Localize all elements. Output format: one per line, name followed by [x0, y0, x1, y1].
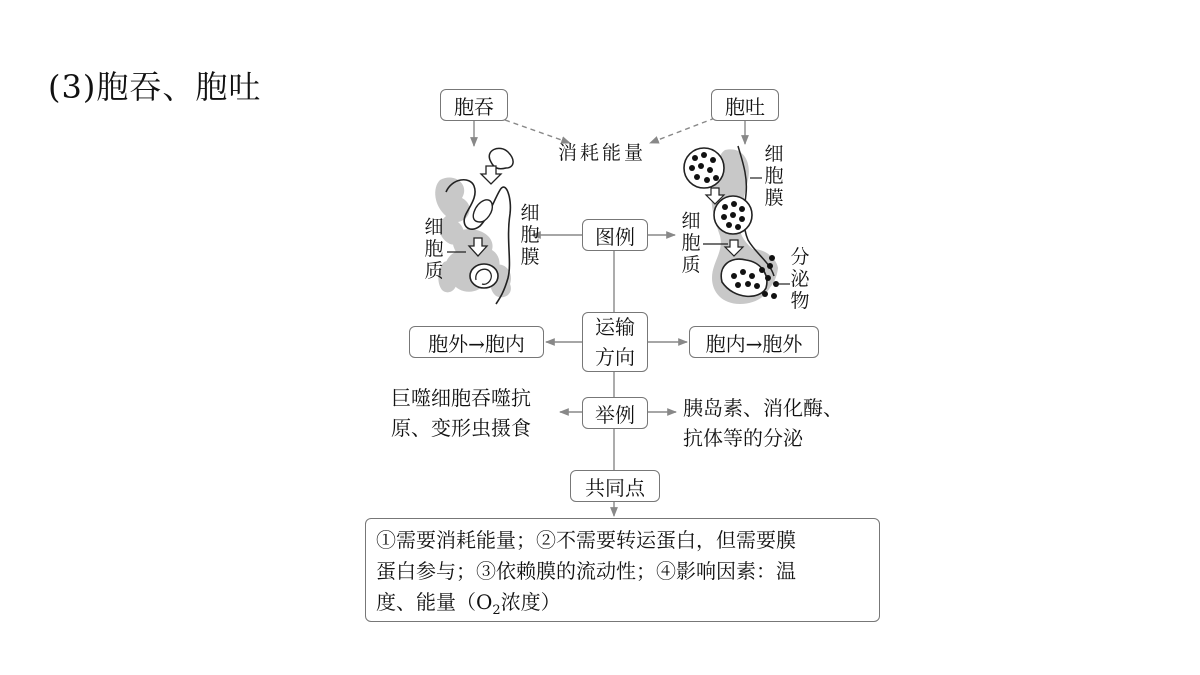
common-box: 共同点	[570, 470, 660, 502]
example-right-line2: 抗体等的分泌	[683, 426, 803, 450]
example-box: 举例	[582, 397, 648, 429]
endocytosis-box: 胞吞	[440, 89, 508, 121]
left-cytoplasm-label: 细 胞 质	[424, 216, 444, 282]
summary-line1: ①需要消耗能量；②不需要转运蛋白，但需要膜	[376, 528, 796, 552]
left-membrane-label: 细 胞 膜	[520, 202, 540, 268]
direction-line1: 运输	[595, 315, 635, 339]
slide-title: (3)胞吞、胞吐	[48, 68, 262, 106]
out-direction-box: 胞内→胞外	[689, 326, 819, 358]
direction-line2: 方向	[595, 345, 635, 369]
example-left-line2: 原、变形虫摄食	[391, 416, 531, 440]
example-right-line1: 胰岛素、消化酶、	[683, 396, 843, 420]
endocytosis-illustration	[435, 148, 513, 304]
summary-line2: 蛋白参与；③依赖膜的流动性；④影响因素：温	[376, 559, 796, 583]
summary-line3: 度、能量（$O_2$浓度）	[376, 590, 561, 618]
direction-box	[582, 312, 648, 372]
diagram-box: 图例	[582, 219, 648, 251]
in-direction-box: 胞外→胞内	[409, 326, 544, 358]
dashed-arrow-right	[650, 118, 715, 143]
exocytosis-box: 胞吐	[711, 89, 779, 121]
right-membrane-label: 细 胞 膜	[764, 143, 784, 209]
example-left-line1: 巨噬细胞吞噬抗	[391, 386, 531, 410]
summary-box	[365, 518, 880, 622]
secretion-label: 分 泌 物	[790, 246, 810, 312]
right-cytoplasm-label: 细 胞 质	[681, 210, 701, 276]
energy-label: 消耗能量	[558, 142, 647, 164]
